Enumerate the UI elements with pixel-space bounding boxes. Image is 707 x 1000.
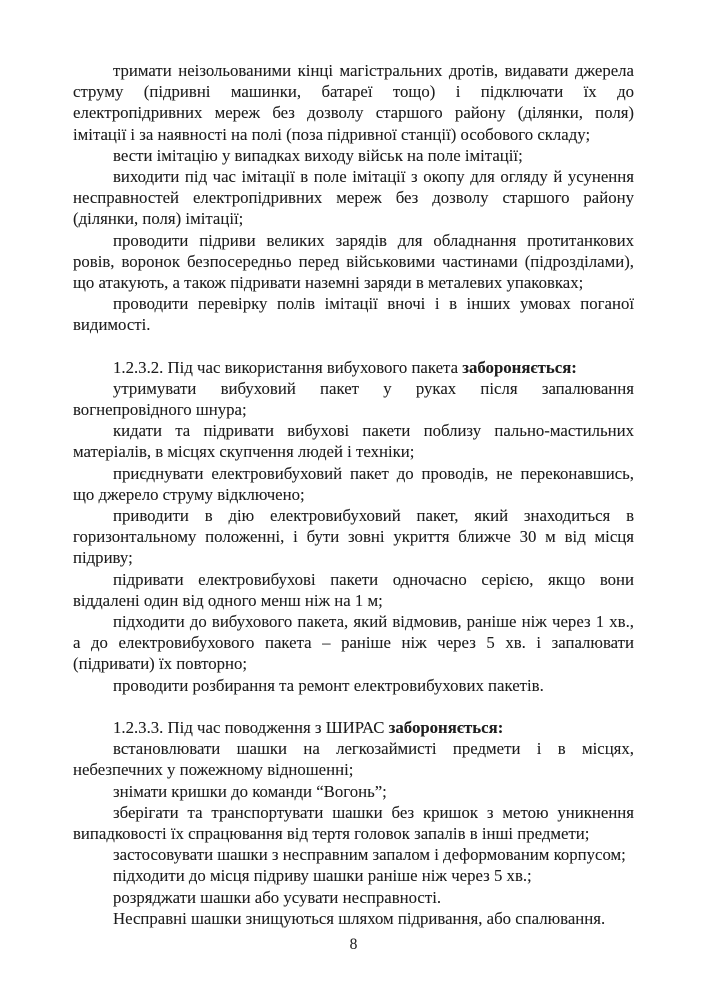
paragraph: тримати неізольованими кінці магістральних дротів, видавати джерела струму (підривні машинки, батареї тощо) і підключати їх до електропідривних мереж без дозволу старшого району (ділянки, поля) імітації і за наявності на полі (поза підривної станції) особового складу; xyxy=(73,61,634,144)
section-heading-text: 1.2.3.3. Під час поводження з ШИРАС xyxy=(113,717,389,737)
paragraph: проводити підриви великих зарядів для обладнання протитанкових ровів, воронок безпосередньо перед військовими частинами (підрозділами), що атакують, а також підривати наземні заряди в металевих упаковках; xyxy=(73,230,634,293)
paragraph: проводити перевірку полів імітації вночі і в інших умовах поганої видимості. xyxy=(73,294,634,335)
section-heading-bold: забороняється: xyxy=(388,717,504,737)
paragraph: підривати електровибухові пакети одночасно серією, якщо вони віддалені один від одного менш ніж на 1 м; xyxy=(73,569,634,610)
section-heading xyxy=(73,357,634,378)
paragraph: підходити до місця підриву шашки раніше ніж через 5 хв.; xyxy=(113,866,532,886)
section-heading-text: 1.2.3.2. Під час використання вибухового пакета xyxy=(113,357,463,377)
paragraph: проводити розбирання та ремонт електровибухових пакетів. xyxy=(113,675,544,695)
section-heading-bold: забороняється: xyxy=(462,357,577,377)
paragraph: утримувати вибуховий пакет у руках після запалювання вогнепровідного шнура; xyxy=(73,378,634,420)
paragraph: кидати та підривати вибухові пакети поблизу пально-мастильних матеріалів, в місцях скупчення людей і техніки; xyxy=(73,421,634,462)
paragraph: підходити до вибухового пакета, який відмовив, раніше ніж через 1 хв., а до електровибухового пакета – раніше ніж через 5 хв. і запалювати (підривати) їх повторно; xyxy=(73,612,634,674)
paragraph: знімати кришки до команди “Вогонь”; xyxy=(113,781,387,801)
paragraph: приводити в дію електровибуховий пакет, який знаходиться в горизонтальному положенні, і бути зовні укриття ближче 30 м від місця підриву; xyxy=(73,506,634,568)
paragraph: приєднувати електровибуховий пакет до проводів, не переконавшись, що джерело струму відключено; xyxy=(73,463,634,504)
paragraph: застосовувати шашки з несправним запалом і деформованим корпусом; xyxy=(113,845,626,865)
paragraph: встановлювати шашки на легкозаймисті предмети і в місцях, небезпечних у пожежному відношенні; xyxy=(73,739,634,780)
page-number: 8 xyxy=(349,936,358,953)
paragraph: Несправні шашки знищуються шляхом підривання, або спалювання. xyxy=(113,908,606,928)
paragraph: зберігати та транспортувати шашки без кришок з метою уникнення випадковості їх спрацювання від тертя головок запалів в інші предмети; xyxy=(73,802,634,843)
section-heading xyxy=(73,717,634,738)
paragraph: виходити під час імітації в поле імітації з окопу для огляду й усунення несправностей електропідривних мереж без дозволу старшого району (ділянки, поля) імітації; xyxy=(73,167,634,229)
paragraph: розряджати шашки або усувати несправності. xyxy=(113,887,442,907)
section-spacer xyxy=(73,696,634,717)
document-body xyxy=(73,60,634,929)
section-spacer xyxy=(73,336,634,357)
paragraph: вести імітацію у випадках виходу військ на поле імітації; xyxy=(113,145,523,165)
